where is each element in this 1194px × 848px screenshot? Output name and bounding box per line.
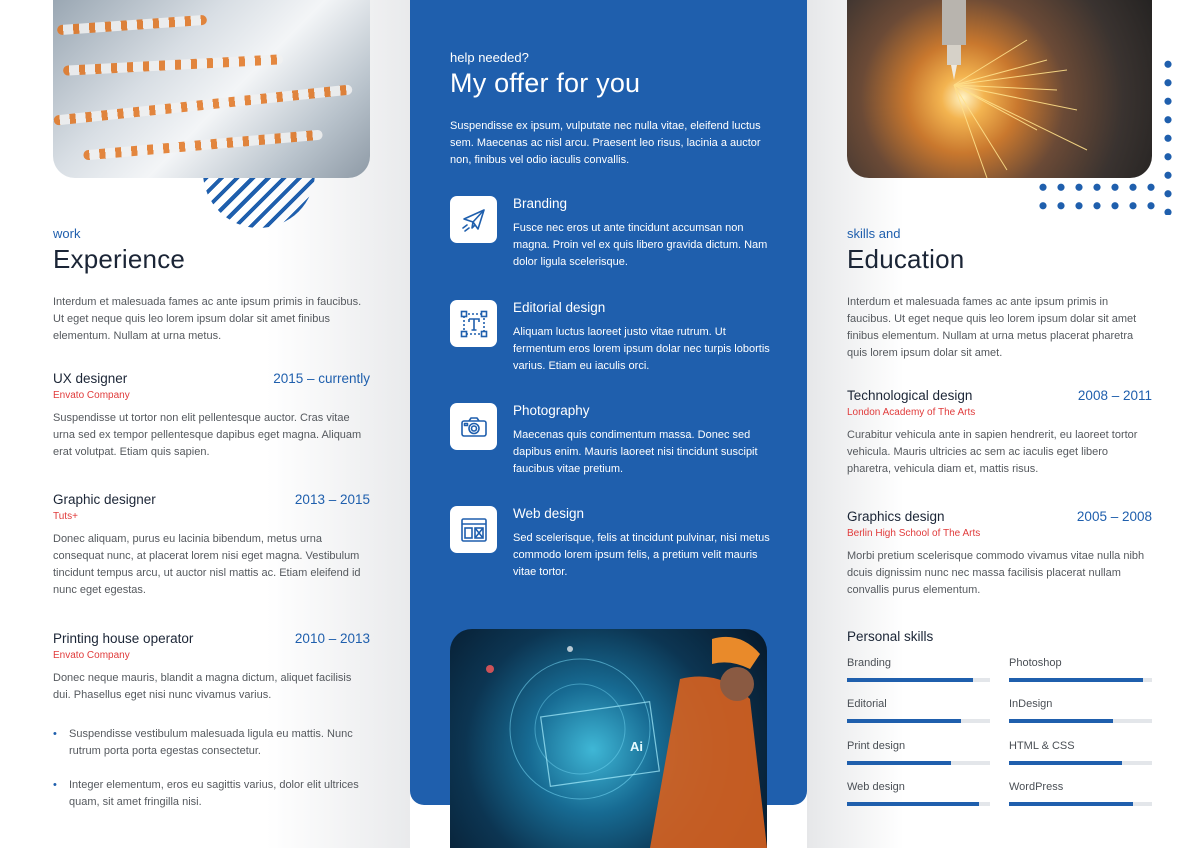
skill-bar-fill	[1009, 678, 1143, 682]
job-company: Tuts+	[53, 511, 78, 522]
job-entry	[53, 371, 370, 461]
paper-plane-icon	[450, 196, 497, 243]
section-heading: Experience	[53, 244, 186, 274]
job-entry	[53, 492, 370, 599]
skill-item	[1009, 698, 1152, 723]
right-panel	[807, 0, 1194, 848]
camera-icon	[450, 403, 497, 450]
job-title: Printing house operator	[53, 631, 194, 646]
skill-item	[1009, 657, 1152, 682]
skill-bar-fill	[847, 678, 973, 682]
bullet-list	[53, 726, 370, 828]
job-title: UX designer	[53, 371, 128, 386]
education-entry	[847, 388, 1152, 478]
job-title: Graphic designer	[53, 492, 156, 507]
job-company: Envato Company	[53, 650, 130, 661]
job-description: Suspendisse ut tortor non elit pellentesque auctor. Cras vitae urna sed ex tempor pellentesque dapibus eget magna. Aliquam erat volutpat. Etiam quis sapien.	[53, 412, 362, 458]
bullet-item	[53, 726, 370, 760]
skill-bar-fill	[1009, 802, 1133, 806]
job-company: Envato Company	[53, 390, 130, 401]
text-tool-icon	[450, 300, 497, 347]
skill-name: Editorial	[847, 698, 887, 710]
skill-name: Photoshop	[1009, 657, 1062, 669]
service-title: Web design	[513, 506, 585, 521]
education-school: London Academy of The Arts	[847, 407, 976, 418]
skill-name: Print design	[847, 740, 906, 752]
section-intro: Interdum et malesuada fames ac ante ipsum primis in faucibus. Ut eget neque quis leo lorem ipsum dolar sit amet finibus elementum. Nullam at urna metus placerat pharetra quis lorem ipsum dolar sit amet.	[847, 296, 1137, 359]
section-intro: Suspendisse ex ipsum, vulputate nec nulla vitae, eleifend luctus sem. Maecenas ac nisl arcu. Praesent leo risus, lacinia a auctor non, finibus vel odio iaculis convallis.	[450, 120, 761, 166]
skill-item	[847, 781, 990, 806]
skill-bar	[847, 719, 990, 723]
skill-bar-fill	[847, 761, 951, 765]
skill-item	[1009, 740, 1152, 765]
browser-window-icon	[450, 506, 497, 553]
education-years: 2005 – 2008	[1076, 509, 1152, 524]
section-kicker: work	[53, 226, 81, 241]
factory-machine-photo	[53, 0, 370, 178]
skill-bar	[847, 761, 990, 765]
section-kicker: skills and	[847, 226, 901, 241]
section-heading: My offer for you	[450, 68, 641, 98]
skill-bar-fill	[847, 802, 979, 806]
skill-name: WordPress	[1009, 781, 1064, 793]
laser-cutting-photo	[847, 0, 1152, 178]
skill-item	[847, 740, 990, 765]
skill-bar	[1009, 802, 1152, 806]
skill-name: Web design	[847, 781, 905, 793]
skill-bar	[1009, 678, 1152, 682]
skill-item	[847, 698, 990, 723]
section-heading: Education	[847, 244, 965, 274]
middle-panel	[410, 0, 807, 848]
service-description: Fusce nec eros ut ante tincidunt accumsan non magna. Proin vel ex quis libero gravida dictum. Nam dolor ligula scelerisque.	[513, 222, 768, 268]
ai-technician-photo	[450, 629, 767, 848]
skill-bar	[1009, 761, 1152, 765]
dot-grid-decoration	[1161, 55, 1175, 215]
skill-bar	[847, 678, 990, 682]
section-kicker: help needed?	[450, 50, 529, 65]
skill-bar-fill	[847, 719, 961, 723]
left-panel	[0, 0, 410, 848]
service-title: Photography	[513, 403, 590, 418]
education-school: Berlin High School of The Arts	[847, 528, 981, 539]
dot-grid-decoration	[1034, 178, 1160, 215]
ai-chip-label: Ai	[630, 739, 643, 754]
service-description: Aliquam luctus laoreet justo vitae rutrum. Ut fermentum eros lorem ipsum dolar nec turpis lobortis varius. Etiam eu iaculis orci.	[513, 326, 770, 372]
bullet-item	[53, 777, 370, 811]
job-years: 2013 – 2015	[294, 492, 370, 507]
service-title: Editorial design	[513, 300, 606, 315]
section-intro: Interdum et malesuada fames ac ante ipsum primis in faucibus. Ut eget neque quis leo lorem ipsum dolar sit amet finibus elementum. Nullam at urna metus.	[53, 296, 362, 342]
job-years: 2010 – 2013	[294, 631, 370, 646]
striped-circle-decoration	[203, 178, 315, 228]
education-years: 2008 – 2011	[1077, 388, 1152, 403]
job-description: Donec aliquam, purus eu lacinia bibendum, metus urna consequat nunc, at placerat lorem nisi eget magna. Vestibulum tincidunt tempus arcu, ut auctor nisl mattis ac. Etiam eleifend id nunc eget egestas.	[53, 533, 361, 596]
skills-title: Personal skills	[847, 629, 934, 644]
job-description: Donec neque mauris, blandit a magna dictum, aliquet facilisis dui. Phasellus eget nisi nunc vivamus varius.	[53, 672, 352, 701]
skill-bar	[1009, 719, 1152, 723]
education-description: Curabitur vehicula ante in sapien hendrerit, eu laoreet tortor vehicula. Mauris ultricies ac sem ac iaculis eget libero pharetra, vehicula diam et, mattis risus.	[847, 429, 1138, 475]
education-title: Graphics design	[847, 509, 945, 524]
job-years: 2015 – currently	[273, 371, 370, 386]
service-description: Sed scelerisque, felis at tincidunt pulvinar, nisi metus commodo lorem ipsum felis, a pretium velit mauris vitae tortor.	[513, 532, 770, 578]
skill-name: HTML & CSS	[1009, 740, 1075, 752]
bullet-dot-icon: •	[53, 779, 57, 791]
education-entry	[847, 509, 1152, 599]
skill-name: InDesign	[1009, 698, 1053, 710]
skill-bar	[847, 802, 990, 806]
skill-bar-fill	[1009, 761, 1122, 765]
bullet-dot-icon: •	[53, 728, 57, 740]
education-description: Morbi pretium scelerisque commodo vivamus vitae nulla nibh dcuis dignissim nunc nec massa facilisis placerat nullam convallis purus elementum.	[847, 550, 1145, 596]
skill-item	[1009, 781, 1152, 806]
skill-name: Branding	[847, 657, 892, 669]
bullet-text: Integer elementum, eros eu sagittis varius, dolor elit ultrices quam, sit amet fringilla nisi.	[69, 779, 359, 808]
skill-bar-fill	[1009, 719, 1113, 723]
education-title: Technological design	[847, 388, 973, 403]
service-title: Branding	[513, 196, 568, 211]
service-description: Maecenas quis condimentum massa. Donec sed dapibus enim. Mauris laoreet nisi tincidunt suscipit faucibus vitae pretium.	[513, 429, 758, 475]
job-entry	[53, 631, 370, 704]
skill-item	[847, 657, 990, 682]
bullet-text: Suspendisse vestibulum malesuada ligula eu mattis. Nunc rutrum porta porta egestas consectetur.	[69, 728, 353, 757]
